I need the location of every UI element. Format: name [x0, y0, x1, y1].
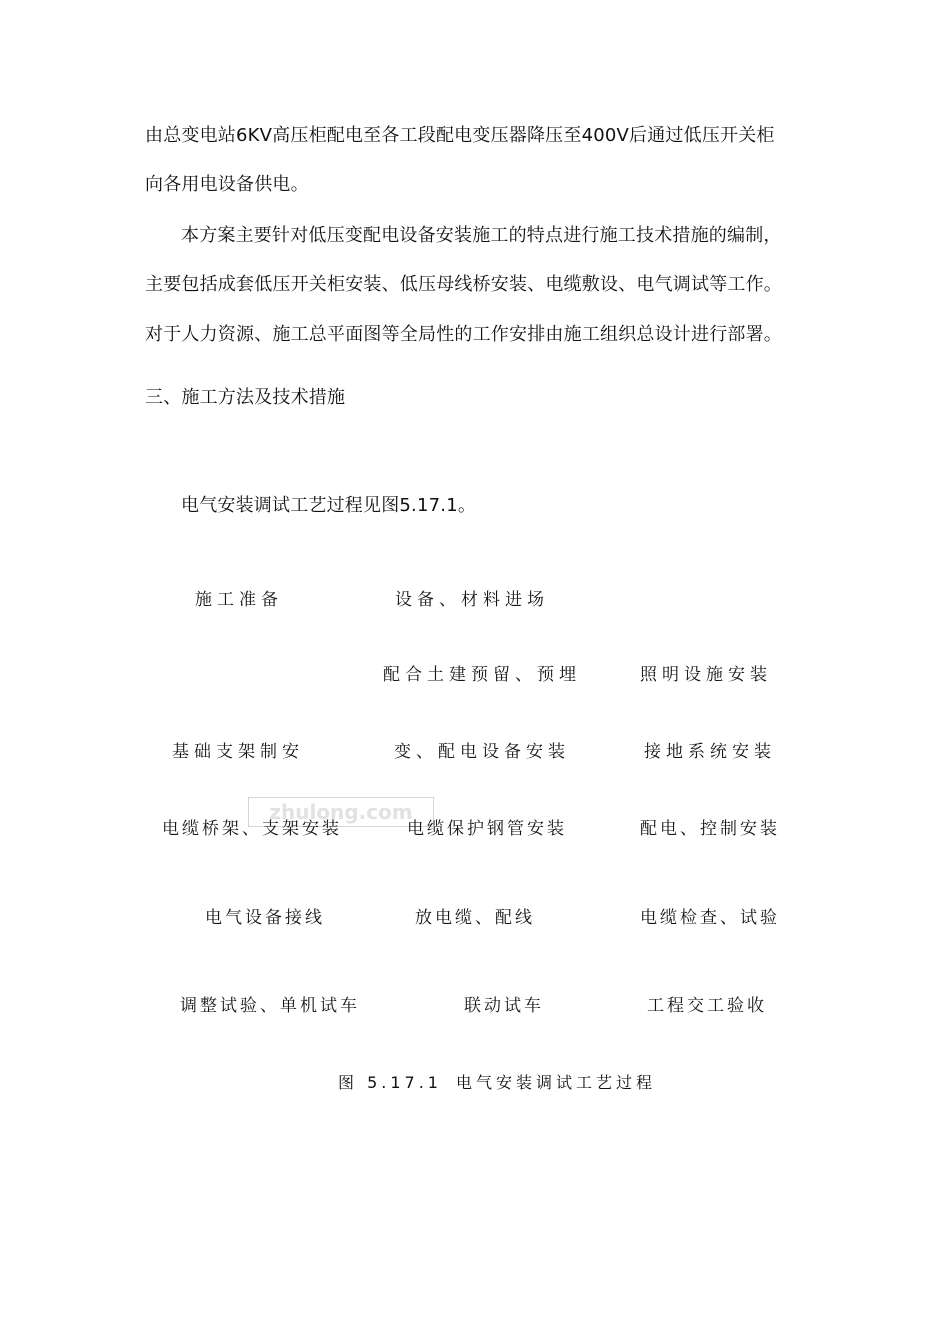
flow-node-cable-conduit: 电缆保护钢管安装 — [407, 819, 567, 839]
paragraph-line: 向各用电设备供电。 — [145, 174, 309, 195]
flow-node-handover: 工程交工验收 — [647, 996, 767, 1016]
figure-intro: 电气安装调试工艺过程见图5.17.1。 — [181, 495, 477, 516]
paragraph-line: 本方案主要针对低压变配电设备安装施工的特点进行施工技术措施的编制， — [181, 225, 782, 246]
flow-node-equipment-wiring: 电气设备接线 — [205, 908, 325, 928]
figure-number: 图 5.17.1 — [338, 1073, 442, 1092]
paragraph-line: 对于人力资源、施工总平面图等全局性的工作安排由施工组织总设计进行部署。 — [145, 324, 782, 345]
flow-node-cable-tray: 电缆桥架、支架安装 — [162, 819, 342, 839]
figure-title: 电气安装调试工艺过程 — [455, 1073, 656, 1092]
flow-node-grounding-install: 接地系统安装 — [644, 742, 776, 762]
section-heading: 三、施工方法及技术措施 — [145, 387, 346, 408]
figure-caption — [338, 1072, 656, 1094]
flow-node-joint-trial: 联动试车 — [464, 996, 544, 1016]
flow-node-cable-laying: 放电缆、配线 — [415, 908, 535, 928]
flow-node-construction-prep: 施工准备 — [195, 590, 283, 610]
flow-node-equipment-arrival: 设备、材料进场 — [395, 590, 549, 610]
watermark: zhulong.com — [248, 797, 434, 827]
flow-node-commissioning: 调整试验、单机试车 — [180, 996, 360, 1016]
flow-node-distribution-control: 配电、控制安装 — [640, 819, 780, 839]
paragraph-line: 主要包括成套低压开关柜安装、低压母线桥安装、电缆敷设、电气调试等工作。 — [145, 274, 782, 295]
flow-node-civil-embedding: 配合土建预留、预埋 — [383, 665, 581, 685]
flow-node-lighting-install: 照明设施安装 — [640, 665, 772, 685]
flow-node-foundation-bracket: 基础支架制安 — [172, 742, 304, 762]
paragraph-line: 由总变电站6KV高压柜配电至各工段配电变压器降压至400V后通过低压开关柜 — [145, 125, 775, 146]
flow-node-substation-install: 变、配电设备安装 — [394, 742, 570, 762]
flow-node-cable-test: 电缆检查、试验 — [640, 908, 780, 928]
